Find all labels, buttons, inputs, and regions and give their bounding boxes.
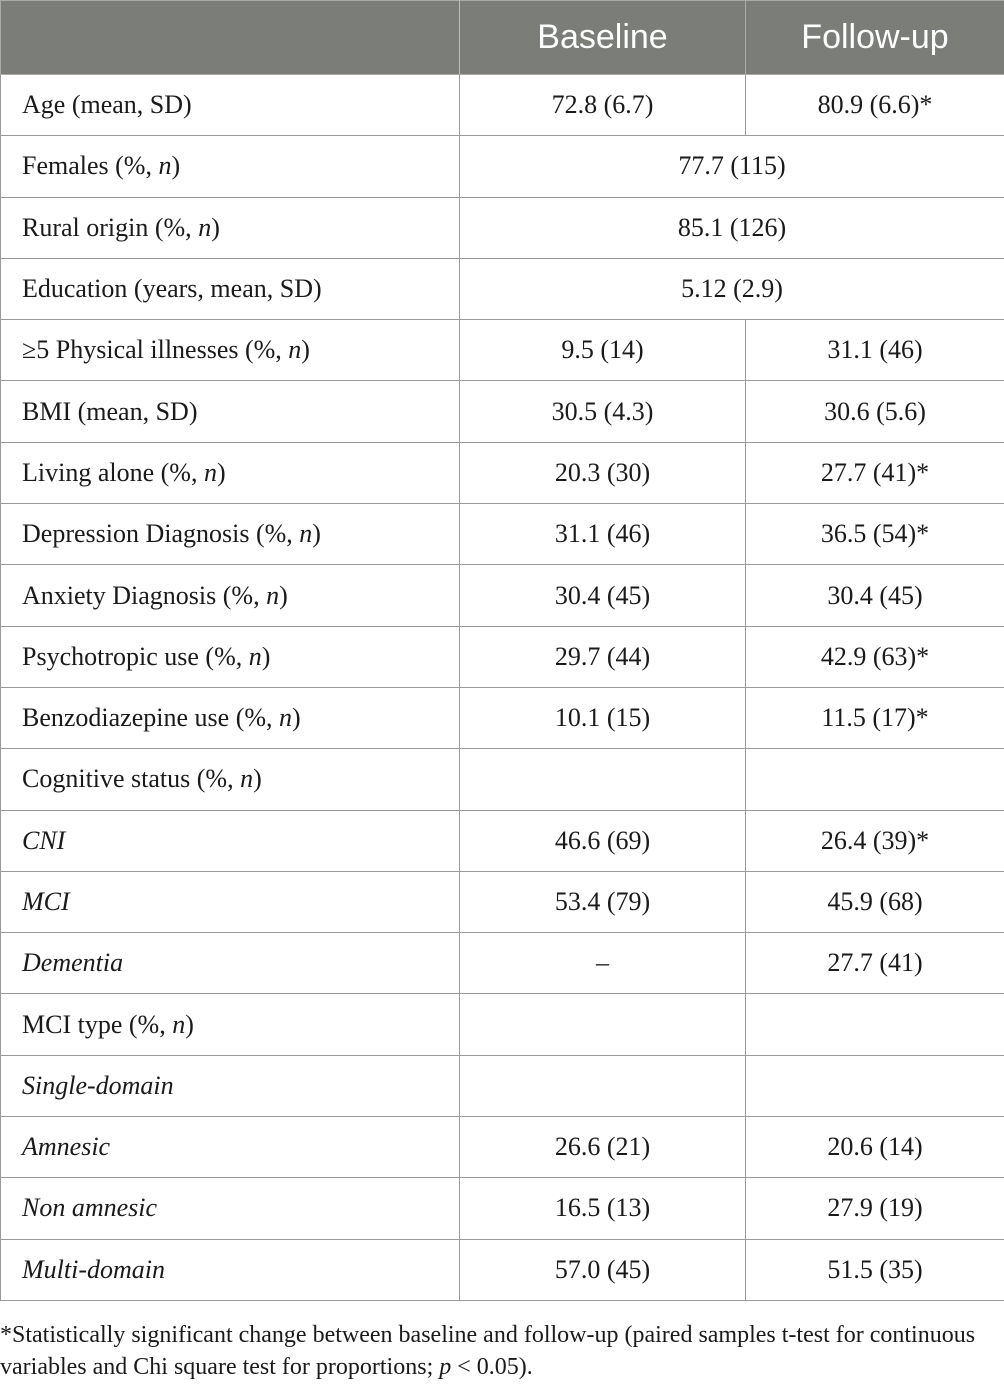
followup-value-cell: 20.6 (14) <box>746 1117 1004 1178</box>
footnote-text: *Statistically significant change between baseline and follow-up (paired samples t-test for continuous variables and Chi square test for proportions; <box>0 1322 976 1380</box>
baseline-value-cell: 30.4 (45) <box>460 565 746 626</box>
table-footnote <box>0 1319 1004 1383</box>
table-row <box>1 504 1004 565</box>
followup-value-cell: 30.6 (5.6) <box>746 381 1004 442</box>
followup-value-cell: 80.9 (6.6)* <box>746 75 1004 136</box>
followup-value-cell: 36.5 (54)* <box>746 504 1004 565</box>
table-row <box>1 320 1004 381</box>
header-baseline: Baseline <box>460 1 746 75</box>
followup-value-cell: 30.4 (45) <box>746 565 1004 626</box>
followup-value-cell: 51.5 (35) <box>746 1239 1004 1300</box>
row-label-close: ) <box>216 457 226 487</box>
row-label-text: Benzodiazepine use (%, <box>22 703 280 733</box>
row-label-close: ) <box>292 703 301 733</box>
row-label <box>1 197 460 258</box>
followup-value-cell: 27.7 (41)* <box>746 442 1004 503</box>
row-label-n: n <box>158 151 172 181</box>
row-label-text: Age (mean, SD) <box>22 90 192 120</box>
row-label-n: n <box>203 457 217 487</box>
baseline-value-cell: 29.7 (44) <box>460 626 746 687</box>
row-label <box>1 1117 460 1178</box>
table-row <box>1 381 1004 442</box>
merged-value-cell: 85.1 (126) <box>460 197 1004 258</box>
table-row <box>1 442 1004 503</box>
row-label-text: Living alone (%, <box>22 457 204 487</box>
table-row <box>1 136 1004 197</box>
table-row <box>1 75 1004 136</box>
row-label-close: ) <box>261 641 271 671</box>
baseline-value-cell <box>460 1055 746 1116</box>
row-label-text: MCI <box>22 887 70 916</box>
followup-value-cell: 31.1 (46) <box>746 320 1004 381</box>
row-label-close: ) <box>312 519 321 549</box>
followup-value-cell <box>746 749 1004 810</box>
table-row <box>1 1178 1004 1239</box>
baseline-value-cell: 31.1 (46) <box>460 504 746 565</box>
row-label <box>1 565 460 626</box>
row-label <box>1 626 460 687</box>
row-label <box>1 1055 460 1116</box>
baseline-value-cell: 16.5 (13) <box>460 1178 746 1239</box>
followup-value-cell: 27.7 (41) <box>746 933 1004 994</box>
row-label-close: ) <box>171 151 181 181</box>
table-row <box>1 197 1004 258</box>
baseline-value-cell: 53.4 (79) <box>460 871 746 932</box>
merged-value-cell: 77.7 (115) <box>460 136 1004 197</box>
baseline-value-cell: 57.0 (45) <box>460 1239 746 1300</box>
baseline-value-cell: 20.3 (30) <box>460 442 746 503</box>
row-label-text: Females (%, <box>22 151 159 181</box>
row-label <box>1 810 460 871</box>
table-row <box>1 565 1004 626</box>
row-label-text: BMI (mean, SD) <box>22 396 198 426</box>
footnote-p-symbol: p <box>439 1354 452 1380</box>
row-label-n: n <box>172 1009 186 1039</box>
row-label <box>1 749 460 810</box>
baseline-value-cell: 10.1 (15) <box>460 687 746 748</box>
footnote-p-value: < 0.05). <box>451 1354 533 1380</box>
row-label <box>1 442 460 503</box>
row-label-text: Education (years, mean, SD) <box>22 274 322 304</box>
baseline-value-cell: – <box>460 933 746 994</box>
merged-value-cell: 5.12 (2.9) <box>460 258 1004 319</box>
row-label-text: Non amnesic <box>22 1193 158 1223</box>
row-label-n: n <box>198 212 212 242</box>
baseline-value-cell <box>460 749 746 810</box>
baseline-value-cell: 30.5 (4.3) <box>460 381 746 442</box>
table-row <box>1 871 1004 932</box>
row-label-text: ≥5 Physical illnesses (%, <box>22 335 289 365</box>
row-label-text: Multi-domain <box>22 1254 165 1284</box>
row-label <box>1 258 460 319</box>
followup-value-cell: 45.9 (68) <box>746 871 1004 932</box>
header-empty-cell <box>1 1 460 75</box>
followup-value-cell <box>746 1055 1004 1116</box>
baseline-value-cell: 9.5 (14) <box>460 320 746 381</box>
baseline-value-cell: 26.6 (21) <box>460 1117 746 1178</box>
table-row <box>1 994 1004 1055</box>
row-label-text: MCI type (%, <box>22 1009 173 1039</box>
table-row <box>1 626 1004 687</box>
table-row <box>1 933 1004 994</box>
row-label-text: Amnesic <box>22 1132 111 1162</box>
row-label-text: Cognitive status (%, <box>22 764 241 794</box>
row-label <box>1 1239 460 1300</box>
row-label-text: Rural origin (%, <box>22 212 199 242</box>
table-row <box>1 1055 1004 1116</box>
row-label-text: Psychotropic use (%, <box>22 641 249 671</box>
row-label-close: ) <box>185 1009 194 1039</box>
row-label-n: n <box>299 519 313 549</box>
baseline-value-cell: 72.8 (6.7) <box>460 75 746 136</box>
row-label-n: n <box>248 641 262 671</box>
row-label-n: n <box>288 335 302 365</box>
followup-value-cell: 27.9 (19) <box>746 1178 1004 1239</box>
row-label <box>1 994 460 1055</box>
table-row <box>1 810 1004 871</box>
followup-value-cell <box>746 994 1004 1055</box>
row-label <box>1 381 460 442</box>
followup-value-cell: 26.4 (39)* <box>746 810 1004 871</box>
row-label-text: Anxiety Diagnosis (%, <box>22 580 267 610</box>
row-label-n: n <box>266 580 280 610</box>
followup-value-cell: 42.9 (63)* <box>746 626 1004 687</box>
row-label-close: ) <box>301 335 310 365</box>
row-label <box>1 687 460 748</box>
row-label-close: ) <box>279 580 288 610</box>
row-label <box>1 871 460 932</box>
row-label-text: CNI <box>22 825 66 855</box>
row-label-text: Depression Diagnosis (%, <box>22 519 300 549</box>
row-label-n: n <box>240 764 254 794</box>
row-label-n: n <box>279 703 293 733</box>
row-label <box>1 933 460 994</box>
row-label-close: ) <box>211 212 220 242</box>
row-label-close: ) <box>253 764 262 794</box>
row-label <box>1 75 460 136</box>
row-label-text: Single-domain <box>22 1070 174 1100</box>
table-row <box>1 1239 1004 1300</box>
row-label <box>1 320 460 381</box>
baseline-value-cell: 46.6 (69) <box>460 810 746 871</box>
row-label <box>1 1178 460 1239</box>
table-row <box>1 258 1004 319</box>
row-label <box>1 504 460 565</box>
table-header-row <box>1 1 1004 75</box>
table-row <box>1 1117 1004 1178</box>
followup-value-cell: 11.5 (17)* <box>746 687 1004 748</box>
baseline-value-cell <box>460 994 746 1055</box>
table-row <box>1 749 1004 810</box>
header-follow-up: Follow-up <box>746 1 1004 75</box>
row-label-text: Dementia <box>22 948 124 978</box>
row-label <box>1 136 460 197</box>
table-row <box>1 687 1004 748</box>
